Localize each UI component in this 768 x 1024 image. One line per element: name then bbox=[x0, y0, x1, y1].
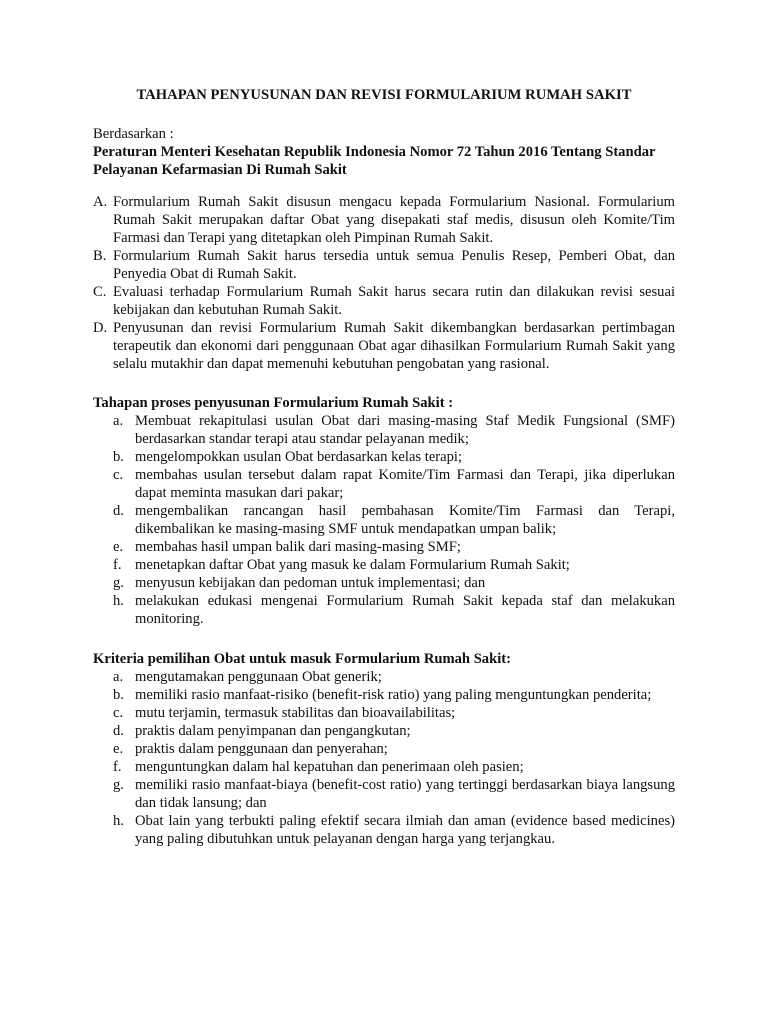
criteria-heading: Kriteria pemilihan Obat untuk masuk Formularium Rumah Sakit: bbox=[93, 651, 511, 667]
list-marker: e. bbox=[113, 741, 124, 757]
basis-label: Berdasarkan : bbox=[93, 126, 174, 142]
list-item-text: melakukan edukasi mengenai Formularium Rumah Sakit kepada staf dan melakukan monitoring. bbox=[135, 593, 675, 627]
list-marker: c. bbox=[113, 705, 124, 721]
document-title: TAHAPAN PENYUSUNAN DAN REVISI FORMULARIUM RUMAH SAKIT bbox=[136, 87, 632, 103]
list-item-text: memiliki rasio manfaat-biaya (benefit-cost ratio) yang tertinggi berdasarkan biaya langsung dan tidak lansung; dan bbox=[135, 777, 675, 811]
list-marker: g. bbox=[113, 777, 124, 793]
list-item-text: mengutamakan penggunaan Obat generik; bbox=[135, 669, 382, 685]
list-marker: d. bbox=[113, 503, 124, 519]
list-item bbox=[93, 538, 675, 556]
list-item bbox=[93, 502, 675, 538]
list-item bbox=[93, 466, 675, 502]
list-item bbox=[93, 668, 675, 686]
list-marker: e. bbox=[113, 539, 124, 555]
list-item-text: menyusun kebijakan dan pedoman untuk implementasi; dan bbox=[135, 575, 486, 591]
list-item-text: Formularium Rumah Sakit disusun mengacu kepada Formularium Nasional. Formularium Rumah Sakit merupakan daftar Obat yang disepakati staf medis, disusun oleh Komite/Tim Farmasi dan Terapi yang ditetapkan oleh Pimpinan Rumah Sakit. bbox=[113, 194, 675, 246]
list-marker: D. bbox=[93, 320, 108, 336]
list-item-text: Formularium Rumah Sakit harus tersedia untuk semua Penulis Resep, Pemberi Obat, dan Penyedia Obat di Rumah Sakit. bbox=[113, 248, 675, 282]
list-item bbox=[93, 740, 675, 758]
list-item bbox=[93, 193, 675, 247]
process-section bbox=[93, 394, 675, 628]
list-item-text: mengembalikan rancangan hasil pembahasan Komite/Tim Farmasi dan Terapi, dikembalikan ke masing-masing SMF untuk mendapatkan umpan balik; bbox=[135, 503, 675, 537]
list-marker: h. bbox=[113, 593, 124, 609]
main-points-list bbox=[93, 193, 675, 373]
list-item bbox=[93, 776, 675, 812]
list-item-text: memiliki rasio manfaat-risiko (benefit-risk ratio) yang paling menguntungkan penderita; bbox=[135, 687, 652, 703]
process-heading: Tahapan proses penyusunan Formularium Rumah Sakit : bbox=[93, 395, 454, 411]
list-item bbox=[93, 686, 675, 704]
list-marker: d. bbox=[113, 723, 124, 739]
list-item-text: Penyusunan dan revisi Formularium Rumah Sakit dikembangkan berdasarkan pertimbagan terapeutik dan ekonomi dari penggunaan Obat agar dihasilkan Formularium Rumah Sakit yang selalu mutakhir dan dapat memenuhi kebutuhan pengobatan yang rasional. bbox=[113, 320, 675, 372]
list-marker: C. bbox=[93, 284, 107, 300]
legal-basis bbox=[93, 125, 675, 179]
list-item bbox=[93, 556, 675, 574]
list-item bbox=[93, 574, 675, 592]
list-marker: f. bbox=[113, 759, 122, 775]
list-item bbox=[93, 758, 675, 776]
list-item bbox=[93, 704, 675, 722]
list-item bbox=[93, 319, 675, 373]
list-item bbox=[93, 283, 675, 319]
list-item bbox=[93, 722, 675, 740]
list-item bbox=[93, 448, 675, 466]
list-item bbox=[93, 592, 675, 628]
list-marker: b. bbox=[113, 687, 124, 703]
list-item-text: membahas hasil umpan balik dari masing-masing SMF; bbox=[135, 539, 461, 555]
list-item-text: praktis dalam penggunaan dan penyerahan; bbox=[135, 741, 388, 757]
list-item-text: Obat lain yang terbukti paling efektif secara ilmiah dan aman (evidence based medicines) yang paling dibutuhkan untuk pelayanan dengan harga yang terjangkau. bbox=[135, 813, 675, 847]
list-marker: h. bbox=[113, 813, 124, 829]
list-marker: b. bbox=[113, 449, 124, 465]
criteria-section bbox=[93, 650, 675, 848]
list-item-text: menetapkan daftar Obat yang masuk ke dalam Formularium Rumah Sakit; bbox=[135, 557, 570, 573]
list-item-text: membahas usulan tersebut dalam rapat Komite/Tim Farmasi dan Terapi, jika diperlukan dapat meminta masukan dari pakar; bbox=[135, 467, 675, 501]
list-item-text: Evaluasi terhadap Formularium Rumah Sakit harus secara rutin dan dilakukan revisi sesuai kebijakan dan kebutuhan Rumah Sakit. bbox=[113, 284, 675, 318]
list-marker: g. bbox=[113, 575, 124, 591]
list-marker: f. bbox=[113, 557, 122, 573]
list-item-text: menguntungkan dalam hal kepatuhan dan penerimaan oleh pasien; bbox=[135, 759, 524, 775]
list-item bbox=[93, 412, 675, 448]
list-item-text: mengelompokkan usulan Obat berdasarkan kelas terapi; bbox=[135, 449, 463, 465]
regulation-reference: Peraturan Menteri Kesehatan Republik Indonesia Nomor 72 Tahun 2016 Tentang Standar Pelayanan Kefarmasian Di Rumah Sakit bbox=[93, 144, 656, 178]
list-marker: c. bbox=[113, 467, 124, 483]
list-item bbox=[93, 247, 675, 283]
list-marker: A. bbox=[93, 194, 108, 210]
list-item bbox=[93, 812, 675, 848]
list-item-text: praktis dalam penyimpanan dan pengangkutan; bbox=[135, 723, 411, 739]
list-item-text: Membuat rekapitulasi usulan Obat dari masing-masing Staf Medik Fungsional (SMF) berdasarkan standar terapi atau standar pelayanan medik; bbox=[135, 413, 675, 447]
list-item-text: mutu terjamin, termasuk stabilitas dan bioavailabilitas; bbox=[135, 705, 456, 721]
list-marker: a. bbox=[113, 413, 124, 429]
list-marker: B. bbox=[93, 248, 107, 264]
list-marker: a. bbox=[113, 669, 124, 685]
